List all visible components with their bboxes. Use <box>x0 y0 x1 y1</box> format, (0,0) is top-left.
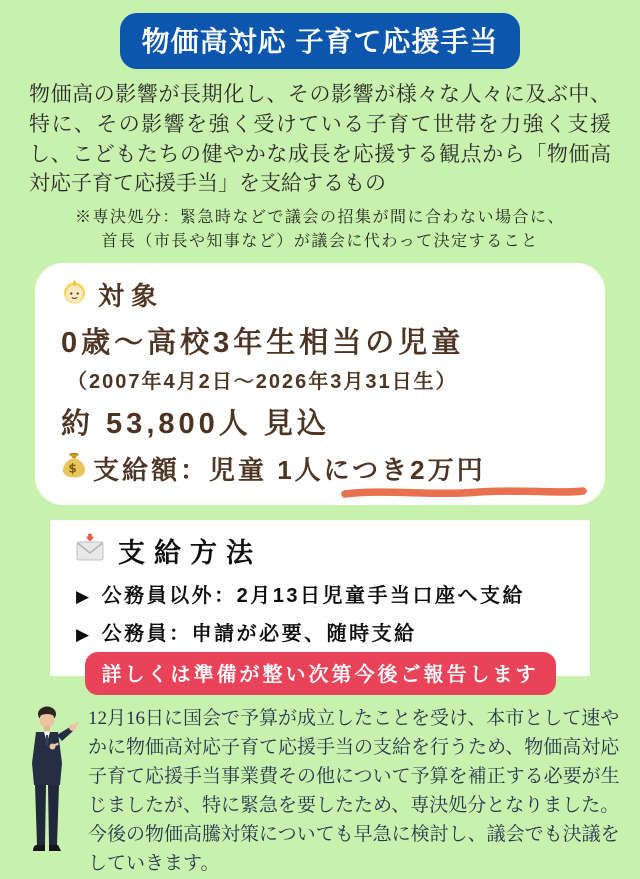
target-count-line: 約 53,800人 見込 <box>61 408 330 441</box>
senketsu-note-line2: 首長（市長や知事など）が議会に代わって決定すること <box>101 233 539 251</box>
flyer-page <box>0 13 640 874</box>
baby-icon <box>61 278 88 312</box>
senketsu-note-line1: ※専決処分：緊急時などで議会の招集が間に合わない場合に、 <box>74 209 565 227</box>
businessman-pointing-photo <box>14 705 84 878</box>
method-item-label: 公務員以外：2月13日児童手当口座へ支給 <box>101 585 525 608</box>
amount-label: 支給額：児童 1人につき2万円 <box>93 455 486 486</box>
target-card <box>35 263 605 505</box>
triangle-bullet-icon: ▶ <box>76 587 92 607</box>
method-item-non-civil-servant <box>76 579 580 608</box>
red-brush-underline <box>339 485 589 501</box>
envelope-arrow-icon <box>76 533 104 568</box>
page-title: 物価高対応 子育て応援手当 <box>120 13 521 69</box>
money-bag-icon <box>61 451 87 486</box>
target-heading-row <box>61 276 587 313</box>
triangle-bullet-icon: ▶ <box>76 625 92 645</box>
footer-note: 12月16日に国会で予算が成立したことを受け、本市として速やかに物価高対応子育て応援手当の支給を行うため、物価高対応子育て応援手当事業費その他について予算を補正する必要が生じましたが、特に緊急を要したため、専決処分となりました。 今後の物価高騰対策についても早急に検討し、議会でも決議をしていきます。 <box>88 708 620 874</box>
footer-section <box>14 705 630 878</box>
svg-text:$: $ <box>68 461 80 476</box>
target-range-line: 0歳～高校3年生相当の児童 <box>61 327 465 360</box>
amount-row <box>61 450 587 487</box>
method-heading-label: 支給方法 <box>118 538 262 569</box>
target-birth-range: （2007年4月2日～2026年3月31日生） <box>67 371 458 394</box>
method-item-civil-servant <box>76 617 580 646</box>
target-heading-label: 対象 <box>98 281 165 312</box>
method-item-label: 公務員：申請が必要、随時支給 <box>101 623 417 646</box>
announcement-banner: 詳しくは準備が整い次第今後ご報告します <box>85 652 556 695</box>
senketsu-note <box>40 206 600 254</box>
method-heading-row <box>76 531 580 570</box>
intro-paragraph: 物価高の影響が長期化し、その影響が様々な人々に及ぶ中、特に、その影響を強く受けている子育て世帯を力強く支援し、こどもたちの健やかな成長を応援する観点から「物価高対応子育て応援手当」を支給するもの <box>29 83 611 196</box>
